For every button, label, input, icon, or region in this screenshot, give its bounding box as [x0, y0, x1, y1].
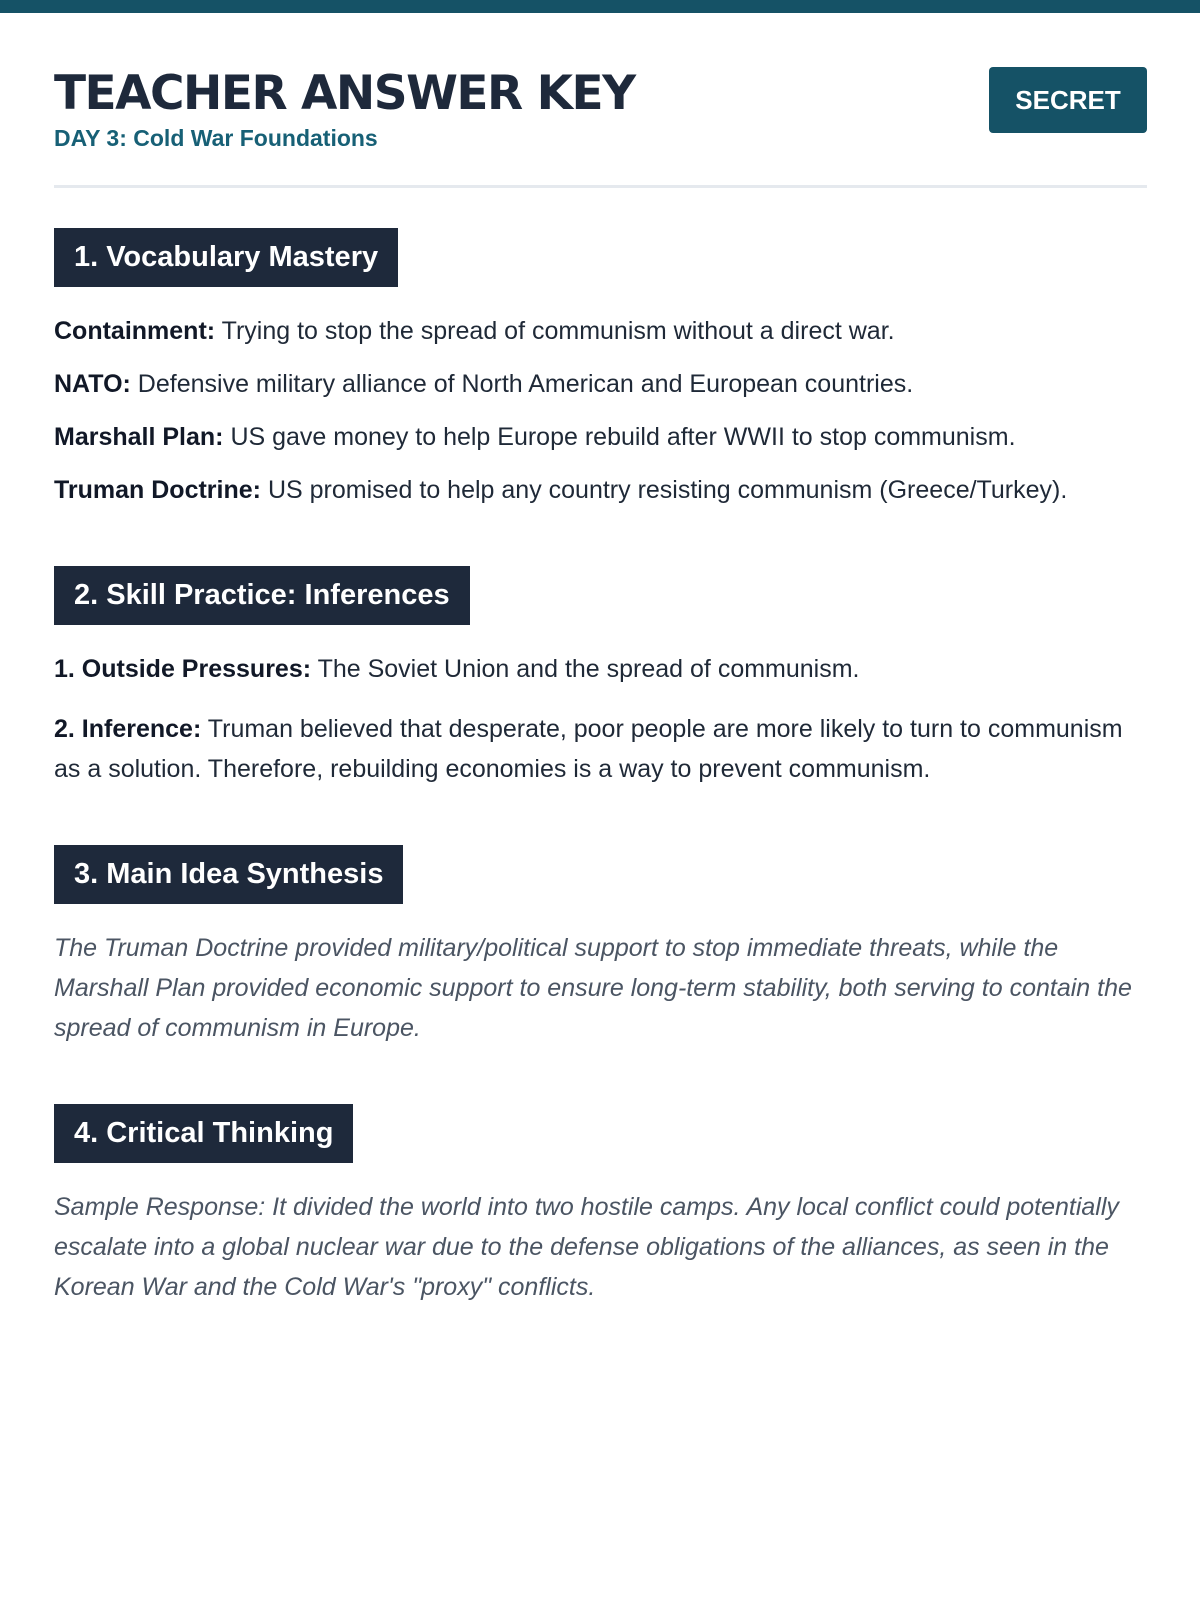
vocab-term: Truman Doctrine: — [54, 476, 261, 504]
section-heading-synthesis: 3. Main Idea Synthesis — [54, 845, 403, 904]
section-heading-vocabulary: 1. Vocabulary Mastery — [54, 228, 398, 287]
vocab-definition: US gave money to help Europe rebuild after WWII to stop communism. — [230, 423, 1016, 451]
inference-label: 1. Outside Pressures: — [54, 655, 312, 683]
page-header — [54, 66, 1147, 188]
page-subtitle: DAY 3: Cold War Foundations — [54, 125, 378, 151]
secret-badge: SECRET — [989, 67, 1147, 133]
vocab-item — [54, 311, 1147, 351]
inference-list — [54, 649, 1147, 789]
vocab-definition: Trying to stop the spread of communism without a direct war. — [221, 317, 895, 345]
answer-key-page — [54, 66, 1147, 1307]
page-title: TEACHER ANSWER KEY — [54, 66, 635, 121]
vocab-item — [54, 417, 1147, 457]
synthesis-answer: The Truman Doctrine provided military/political support to stop immediate threats, while the Marshall Plan provided economic support to ensure long-term stability, both serving to contain the spread of communism in Europe. — [54, 934, 1132, 1042]
inference-item — [54, 709, 1147, 789]
inference-item — [54, 649, 1147, 689]
inference-text: Truman believed that desperate, poor people are more likely to turn to communism as a solution. Therefore, rebuilding economies is a way to prevent communism. — [54, 715, 1123, 783]
top-accent-bar — [0, 0, 1200, 13]
vocab-item — [54, 364, 1147, 404]
vocab-term: Containment: — [54, 317, 216, 345]
critical-thinking-answer: Sample Response: It divided the world into two hostile camps. Any local conflict could potentially escalate into a global nuclear war due to the defense obligations of the alliances, as seen in the Korean War and the Cold War's "proxy" conflicts. — [54, 1193, 1119, 1301]
vocabulary-list — [54, 311, 1147, 510]
vocab-definition: Defensive military alliance of North American and European countries. — [137, 370, 914, 398]
vocab-term: Marshall Plan: — [54, 423, 224, 451]
section-heading-critical-thinking: 4. Critical Thinking — [54, 1104, 353, 1163]
vocab-item — [54, 470, 1147, 510]
inference-label: 2. Inference: — [54, 715, 202, 743]
inference-text: The Soviet Union and the spread of communism. — [317, 655, 860, 683]
section-heading-inferences: 2. Skill Practice: Inferences — [54, 566, 470, 625]
vocab-term: NATO: — [54, 370, 131, 398]
vocab-definition: US promised to help any country resisting communism (Greece/Turkey). — [267, 476, 1068, 504]
